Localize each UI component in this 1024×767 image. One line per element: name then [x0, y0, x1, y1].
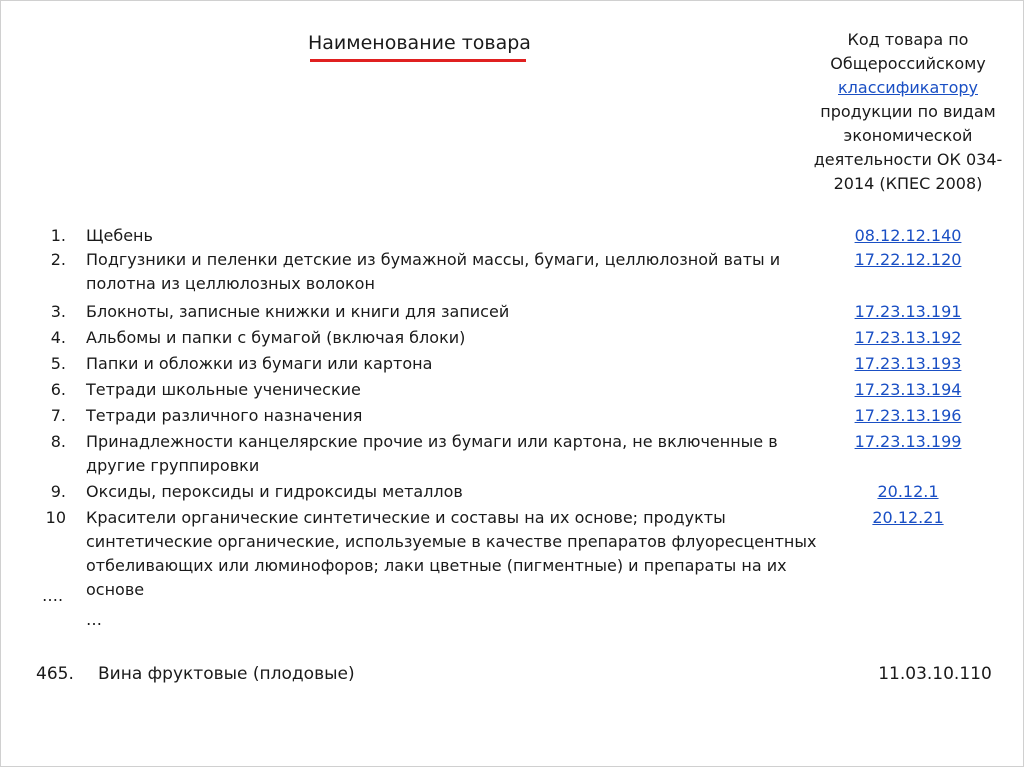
item-code-link[interactable]: 17.23.13.196: [854, 406, 962, 425]
item-name: Красители органические синтетические и составы на их основе; продукты синтетические органические, используемые в качестве препаратов флуоресцентных отбеливающих или люминофоров; лаки цветные (пигментные) и препараты на их основе: [86, 508, 817, 599]
item-name: Тетради различного назначения: [86, 406, 363, 425]
item-code-link[interactable]: 20.12.1: [877, 482, 939, 501]
list-item: [0, 224, 1024, 248]
item-number: 10: [45, 508, 66, 527]
item-number: 4.: [50, 328, 66, 347]
header-red-underline: [310, 59, 526, 62]
item-number: 8.: [50, 432, 66, 451]
list-item: [0, 378, 1024, 402]
item-name: Тетради школьные ученические: [86, 380, 361, 399]
item-number: 1.: [50, 226, 66, 245]
list-item: [0, 480, 1024, 504]
item-code-link[interactable]: 17.22.12.120: [854, 250, 962, 269]
item-name: Альбомы и папки с бумагой (включая блоки): [86, 328, 466, 347]
list-item: [0, 430, 1024, 478]
items-list: [0, 224, 1024, 602]
last-item-code: 11.03.10.110: [878, 664, 992, 684]
item-name: Принадлежности канцелярские прочие из бумаги или картона, не включенные в другие группировки: [86, 432, 778, 475]
item-name: Блокноты, записные книжки и книги для записей: [86, 302, 510, 321]
ellipsis-number: ….: [42, 586, 64, 605]
list-item: [0, 248, 1024, 296]
item-code-link[interactable]: 17.23.13.194: [854, 380, 962, 399]
item-code-link[interactable]: 17.23.13.199: [854, 432, 962, 451]
header-code-text-before: Код товара по Общероссийскому: [830, 30, 986, 73]
item-number: 6.: [50, 380, 66, 399]
item-code-link[interactable]: 20.12.21: [872, 508, 944, 527]
item-name: Щебень: [86, 226, 153, 245]
list-item: [0, 352, 1024, 376]
item-number: 2.: [50, 250, 66, 269]
classifier-link[interactable]: классификатору: [838, 78, 978, 97]
item-name: Папки и обложки из бумаги или картона: [86, 354, 433, 373]
ellipsis-name: …: [86, 610, 102, 629]
item-code-link[interactable]: 17.23.13.193: [854, 354, 962, 373]
header-code-text-after: продукции по видам экономической деятельности ОК 034-2014 (КПЕС 2008): [813, 102, 1003, 193]
list-item: [0, 326, 1024, 350]
column-header-code: [800, 28, 1016, 196]
column-header-name: Наименование товара: [308, 32, 531, 54]
item-code-link[interactable]: 08.12.12.140: [854, 226, 962, 245]
item-number: 5.: [50, 354, 66, 373]
list-item: [0, 300, 1024, 324]
item-code-link[interactable]: 17.23.13.191: [854, 302, 962, 321]
item-name: Оксиды, пероксиды и гидроксиды металлов: [86, 482, 463, 501]
last-item-name: Вина фруктовые (плодовые): [98, 664, 355, 684]
item-number: 9.: [50, 482, 66, 501]
item-name: Подгузники и пеленки детские из бумажной массы, бумаги, целлюлозной ваты и полотна из целлюлозных волокон: [86, 250, 781, 293]
last-item-number: 465.: [36, 664, 74, 684]
list-item: [0, 506, 1024, 602]
item-number: 7.: [50, 406, 66, 425]
list-item: [0, 404, 1024, 428]
item-code-link[interactable]: 17.23.13.192: [854, 328, 962, 347]
item-number: 3.: [50, 302, 66, 321]
